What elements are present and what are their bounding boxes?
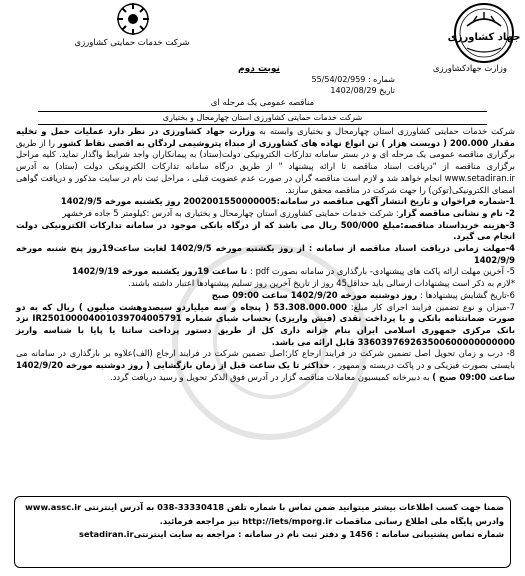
letter-meta — [311, 74, 395, 96]
number-label: شماره : — [367, 75, 395, 84]
date-value: 1402/08/29 — [330, 86, 377, 95]
item-4: 4-مهلت زمانی دریافت اسناد مناقصه از سامانه : از روز یکشنبه مورخه 1402/9/5 لغایت ساعت19روز پنج شنبه مورخه 1402/9/9 — [16, 243, 515, 265]
item-8 — [16, 348, 515, 383]
contact-footer — [14, 496, 511, 568]
item-5-label: 5- آخرین مهلت ارائه پاکت های پیشنهادی- بارگذاری در سامانه بصورت pdf : — [250, 266, 515, 277]
intro-text-1: شرکت خدمات حمایتی کشاورزی استان چهارمحال و بختیاری وابسته به — [255, 126, 516, 136]
item-8-text-2: حداکثر تا یک ساعت قبل از زمان بازگشایی ( روز دوشنبه مورخه 1402/9/20 ساعت 09:00 صبح ) — [16, 360, 515, 382]
item-5 — [16, 266, 515, 278]
item-2 — [16, 208, 515, 220]
round-label: نوبت دوم — [238, 64, 280, 74]
jahad-keshavarzi-logo-icon — [447, 2, 521, 64]
note: *لازم به ذکر است پیشنهادات ارسالی باید حداقل45 روز از تاریخ آخرین روز تسلیم پیشنهادها اعتبار داشته باشند. — [128, 278, 515, 289]
footer-line-1: ضمنا جهت کسب اطلاعات بیشتر میتوانید ضمن تماس با شماره تلفن 33330418-038 به آدرس اینترنتی www.assc.ir وادرس پایگاه ملی اطلاع رسانی مناقصات http://iets/mporg.ir نیز مراجعه فرمائید. — [25, 502, 504, 526]
support-services-logo-icon — [112, 1, 154, 37]
item-7-text: 53.308.000.000 ( پنجاه و سه میلیاردو سیصدوهشت میلیون ) ریال که به دو صورت ضمانتنامه بانکی و یا پرداخت نقدی (فیش واریزی) بحساب شبای شماره IR250100004001039704005791 نزد بانک مرکزی جمهوری اسلامی ایران بنام خزانه داری کل از طریق دستور پرداخت ساتنا یا پایا با شناسه واریز 336039769263500600000000000 قابل ارائه می باشد. — [16, 301, 515, 347]
item-7-label: 7-میزان و نوع تضمین فرایند اجرای کار مبلغ: — [346, 301, 515, 312]
item-6-label: 6-تاریخ گشایش پیشنهادها : — [420, 289, 515, 300]
item-2-text: : شرکت خدمات حمایتی کشاورزی استان چهارمحال و بختیاری به آدرس :کیلومتر 5 جاده فرخشهر — [62, 207, 399, 218]
footer-line-2: شماره تماس پشتیبانی سامانه : 1456 و دفتر ثبت نام در سامانه : مراجعه به سایت اینترنتیsetadiran.ir — [79, 529, 504, 539]
intro-text-2: وزارت جهاد کشاورزی در نظر دارد عملیات حمل و تخلیه مقدار 200.000 ( دویست هزار ) تن انواع نهاده های کشاورزی از مبداء پتروشیمی لردگان به اقصی نقاط کشور — [16, 126, 515, 148]
logo-right-text: جهاد کشاورزی — [447, 32, 521, 43]
item-2-label: 2- نام و نشانی مناقصه گزار — [398, 207, 515, 218]
issuer-bar: شرکت خدمات حمایتی کشاورزی استان چهارمحال و بختیاری — [38, 111, 487, 125]
item-5-text: تا ساعت 19روز یکشنبه مورخه 1402/9/19 — [72, 266, 251, 277]
notice-body — [16, 126, 515, 383]
intro-text-3: را از طریق برگزاری مناقصه عمومی یک مرحله ای و در بستر سامانه تدارکات الکترونیکی دولت(ستاد) به پیمانکاران واجد شرایط واگذار نماید. کلیه مراحل برگزاری مناقصه از "دریافت اسناد مناقصه تا ارائه پیشنهاد " از طریق درگاه سامانه تدارکات الکترونیکی دولت (ستاد) به آدرس www.setadiran.ir انجام خواهد شد و لازم است مناقصه گران در صورت عدم عضویت قبلی ، مراحل ثبت نام در سایت مذکور و دریافت گواهی امضای الکترونیکی(توکن) را جهت شرکت در مناقصه محقق سازند. — [16, 137, 515, 195]
item-8-text-3: به دبیرخانه کمیسیون معاملات مناقصه گزار در آدرس فوق الذکر تحویل و رسید دریافت گردد. — [109, 371, 433, 382]
item-8-text-1: 8- درب و زمان تحویل اصل تضمین شرکت در فرایند ارجاع کار:اصل تضمین شرکت در فرایند ارجاع (الف)علاوه بر بارگذاری در سامانه می بایستی بصورت فیزیکی و در پاکت دربسته و ممهور ، — [16, 348, 515, 371]
item-7 — [16, 302, 515, 349]
intro-paragraph — [16, 126, 515, 196]
org-name-left: شرکت خدمات حمایتی کشاورزی — [74, 38, 190, 48]
number-value: 55/54/02/959 — [311, 75, 366, 84]
item-3: 3-هزینه خریداسناد مناقصه:مبلغ 500/000 ریال می باشد که از درگاه بانکی موجود در سامانه تدارکات الکترونیکی دولت انجام می گیرد. — [16, 219, 515, 242]
date-label: تاریخ — [379, 86, 395, 95]
item-1: 1-شماره فراخوان و تاریخ انتشار آگهی مناقصه در سامانه:2002001550000005 روز یکشنبه مورخه 1402/9/5 — [60, 196, 515, 207]
tender-type: مناقصه عمومی یک مرحله ای — [210, 98, 315, 108]
ministry-name: وزارت جهادکشاورزی — [432, 64, 507, 74]
item-6-text: روز دوشنبه مورخه 1402/9/20 ساعت 09:00 صبح — [211, 289, 421, 300]
item-6 — [16, 290, 515, 302]
